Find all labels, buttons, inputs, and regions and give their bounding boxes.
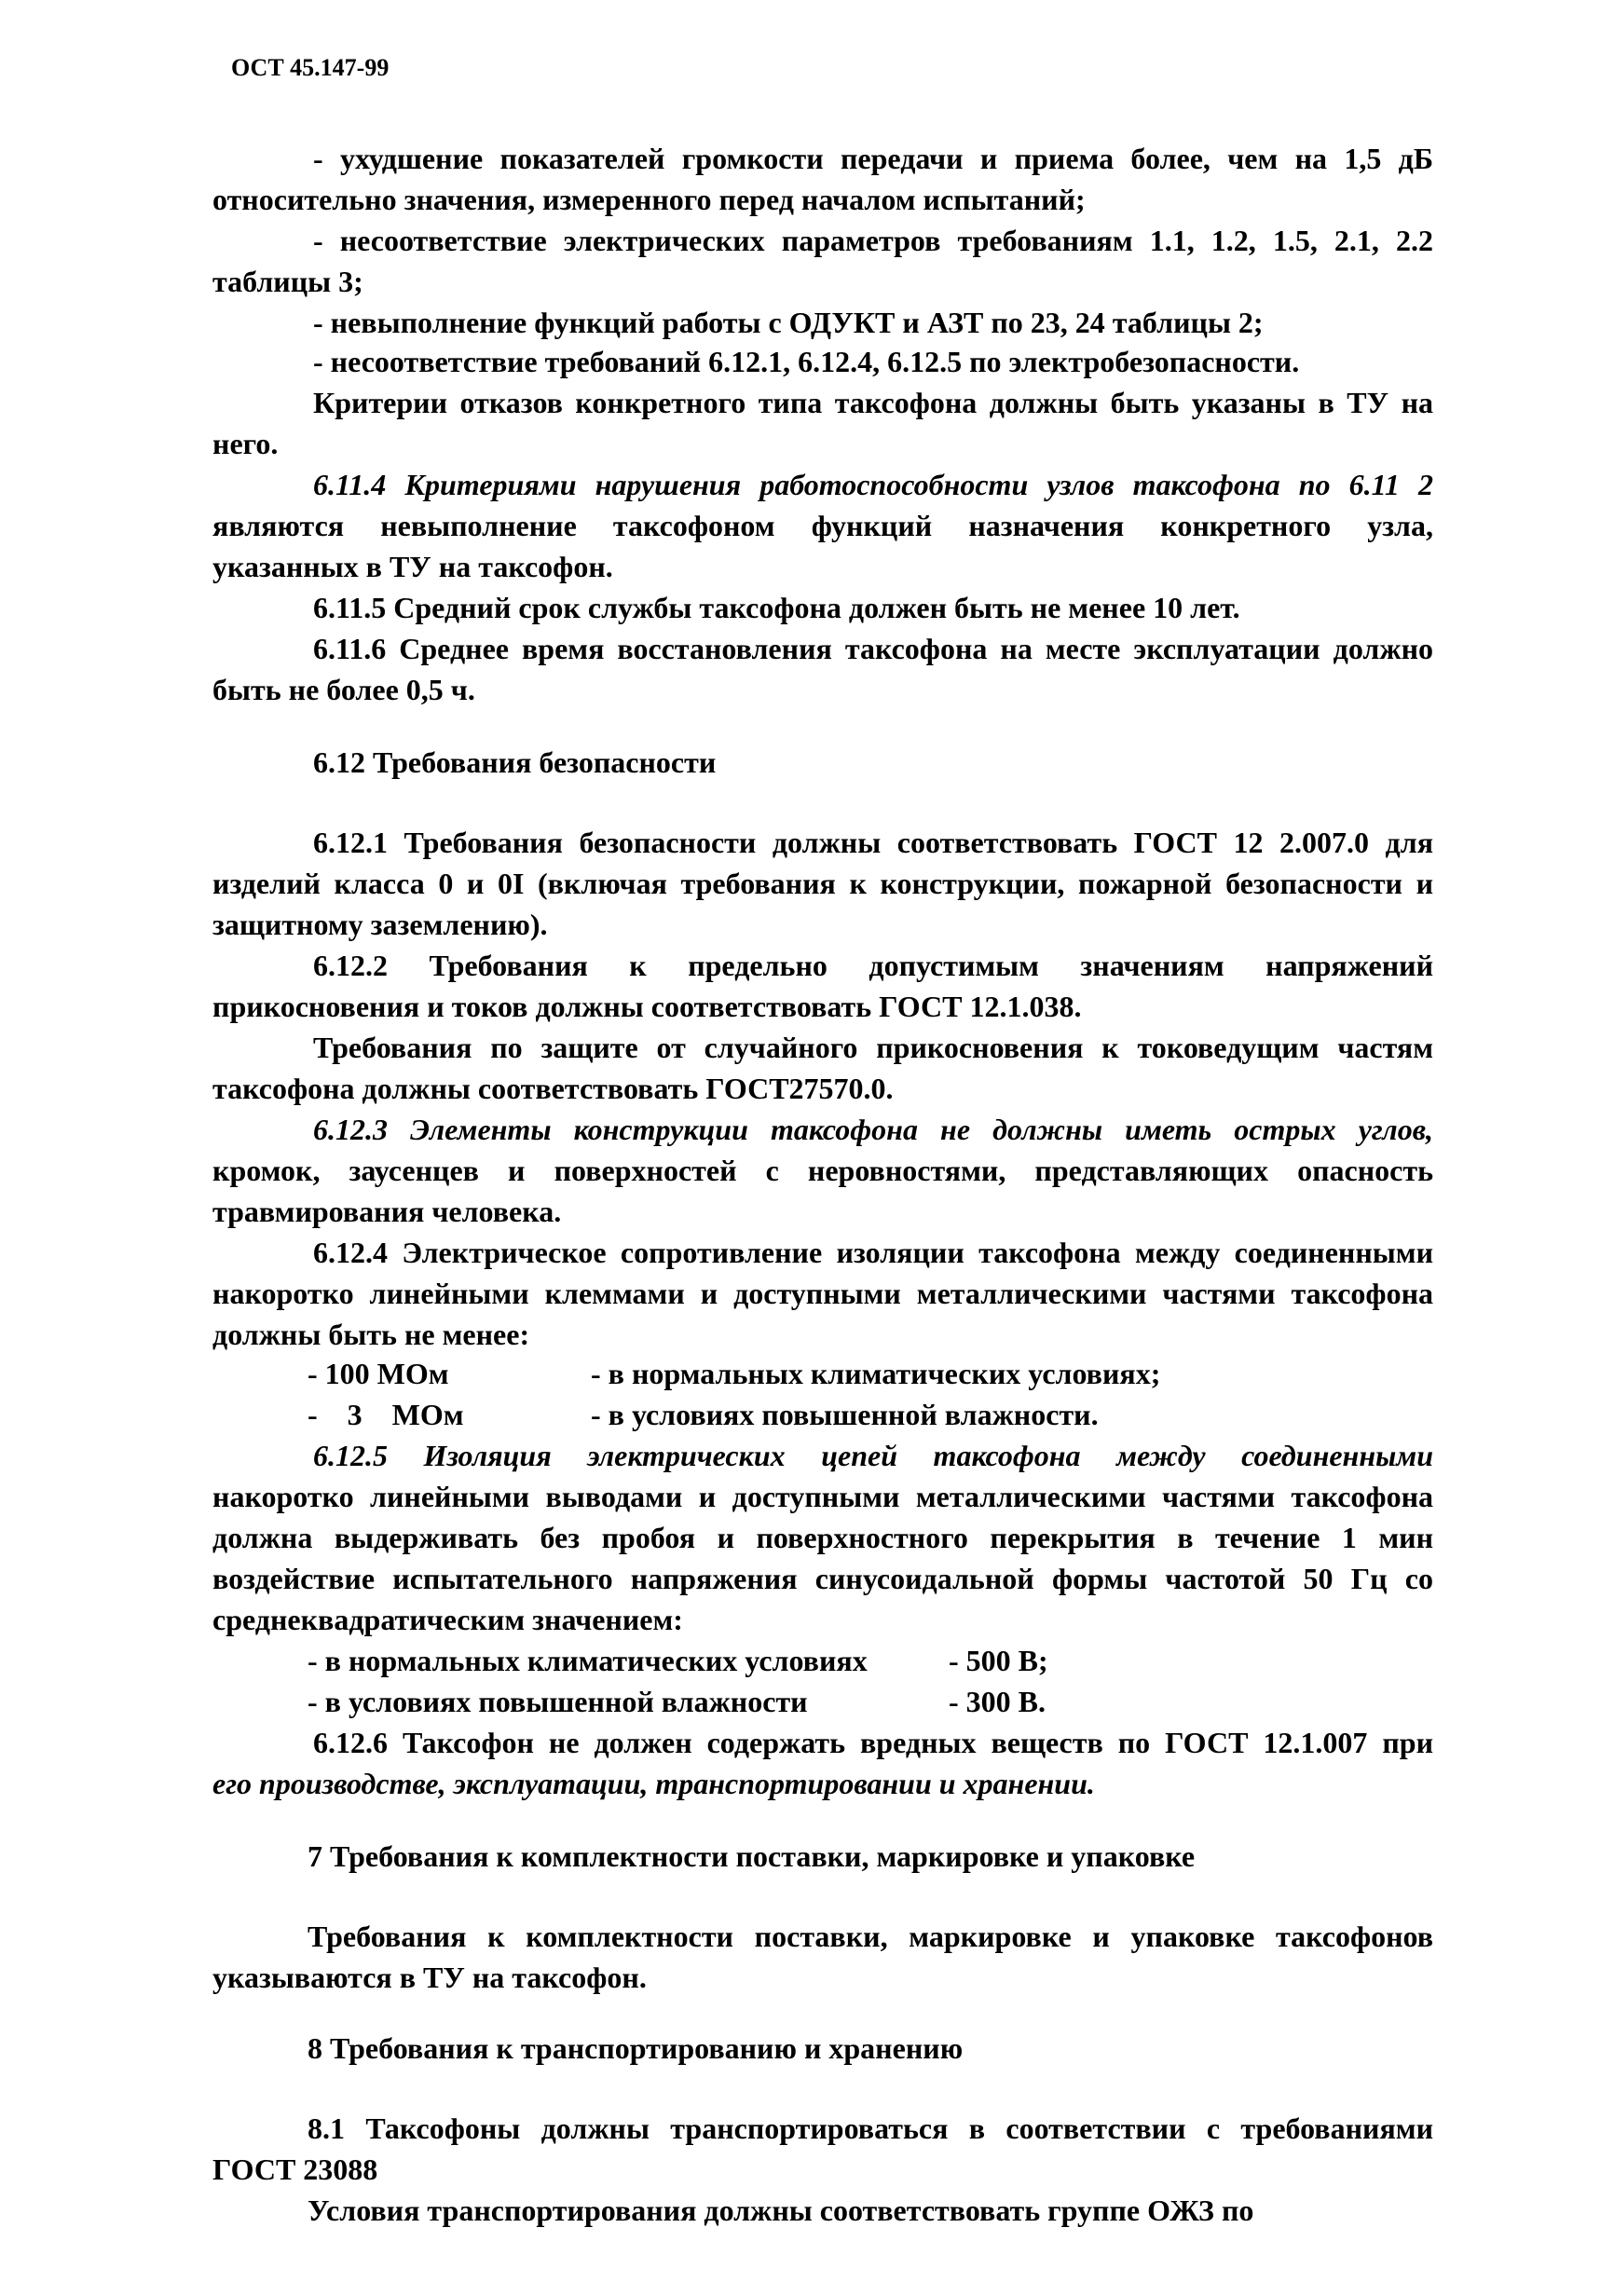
- paragraph-line: прикосновения и токов должны соответствовать ГОСТ 12.1.038.: [212, 990, 1082, 1023]
- list-item-continuation: относительно значения, измеренного перед началом испытаний;: [212, 183, 1086, 216]
- voltage-value: - 500 В;: [949, 1644, 1048, 1677]
- paragraph-line: таксофона должны соответствовать ГОСТ27570.0.: [212, 1072, 894, 1105]
- paragraph-line: указываются в ТУ на таксофон.: [212, 1961, 647, 1994]
- list-item-continuation: таблицы 3;: [212, 265, 363, 298]
- paragraph-line: должна выдерживать без пробоя и поверхностного перекрытия в течение 1 мин: [212, 1521, 1433, 1554]
- document-code-header: ОСТ 45.147-99: [231, 54, 390, 81]
- paragraph-line: кромок, заусенцев и поверхностей с неровностями, представляющих опасность: [212, 1154, 1433, 1187]
- paragraph-line: среднеквадратическим значением:: [212, 1603, 683, 1636]
- paragraph-line: изделий класса 0 и 0I (включая требования к конструкции, пожарной безопасности и: [212, 867, 1433, 900]
- paragraph-line: указанных в ТУ на таксофон.: [212, 550, 613, 583]
- paragraph-line: Критерии отказов конкретного типа таксофона должны быть указаны в ТУ на: [313, 386, 1433, 419]
- clause-6-12-4: 6.12.4 Электрическое сопротивление изоляции таксофона между соединенными: [313, 1236, 1433, 1269]
- clause-6-12-3: 6.12.3 Элементы конструкции таксофона не должны иметь острых углов,: [313, 1113, 1433, 1146]
- list-item: - несоответствие электрических параметров требованиям 1.1, 1.2, 1.5, 2.1, 2.2: [313, 224, 1433, 257]
- resistance-value: - 100 МОм: [308, 1357, 449, 1390]
- paragraph-line: Требования по защите от случайного прикосновения к токоведущим частям: [313, 1031, 1433, 1064]
- section-title-6-12: 6.12 Требования безопасности: [313, 745, 717, 779]
- clause-6-11-5: 6.11.5 Средний срок службы таксофона должен быть не менее 10 лет.: [313, 591, 1240, 624]
- paragraph-line: должны быть не менее:: [212, 1318, 530, 1351]
- paragraph-line: быть не более 0,5 ч.: [212, 673, 475, 706]
- paragraph-line: ГОСТ 23088: [212, 2152, 378, 2186]
- paragraph-line: накоротко линейными выводами и доступными металлическими частями таксофона: [212, 1480, 1433, 1513]
- resistance-condition: - в условиях повышенной влажности.: [591, 1398, 1099, 1431]
- list-item: - ухудшение показателей громкости передачи и приема более, чем на 1,5 дБ: [313, 142, 1433, 175]
- paragraph-line: защитному заземлению).: [212, 908, 548, 941]
- clause-6-11-6: 6.11.6 Среднее время восстановления таксофона на месте эксплуатации должно: [313, 632, 1433, 665]
- clause-6-12-1: 6.12.1 Требования безопасности должны соответствовать ГОСТ 12 2.007.0 для: [313, 826, 1433, 859]
- resistance-value: - 3 МОм: [308, 1398, 464, 1431]
- paragraph-line: него.: [212, 427, 279, 460]
- section-title-7: 7 Требования к комплектности поставки, маркировке и упаковке: [308, 1839, 1196, 1873]
- paragraph-line: травмирования человека.: [212, 1195, 562, 1228]
- section-title-8: 8 Требования к транспортированию и хранению: [308, 2031, 964, 2065]
- paragraph-line: накоротко линейными клеммами и доступными металлическими частями таксофона: [212, 1277, 1433, 1310]
- voltage-condition: - в нормальных климатических условиях: [308, 1644, 868, 1677]
- paragraph-line: являются невыполнение таксофоном функций назначения конкретного узла,: [212, 509, 1433, 542]
- voltage-condition: - в условиях повышенной влажности: [308, 1685, 808, 1718]
- list-item: - невыполнение функций работы с ОДУКТ и АЗТ по 23, 24 таблицы 2;: [313, 306, 1264, 339]
- clause-6-12-2: 6.12.2 Требования к предельно допустимым значениям напряжений: [313, 949, 1433, 982]
- clause-6-12-6: 6.12.6 Таксофон не должен содержать вредных веществ по ГОСТ 12.1.007 при: [313, 1726, 1433, 1759]
- clause-6-12-5: 6.12.5 Изоляция электрических цепей таксофона между соединенными: [313, 1439, 1433, 1472]
- paragraph-line: Требования к комплектности поставки, маркировке и упаковке таксофонов: [308, 1920, 1433, 1953]
- clause-6-11-4: 6.11.4 Критериями нарушения работоспособности узлов таксофона по 6.11 2: [313, 468, 1433, 501]
- list-item: - несоответствие требований 6.12.1, 6.12.4, 6.12.5 по электробезопасности.: [313, 345, 1300, 378]
- voltage-value: - 300 В.: [949, 1685, 1046, 1718]
- paragraph-line: воздействие испытательного напряжения синусоидальной формы частотой 50 Гц со: [212, 1562, 1433, 1595]
- paragraph-line: его производстве, эксплуатации, транспортировании и хранении.: [212, 1767, 1095, 1800]
- resistance-condition: - в нормальных климатических условиях;: [591, 1357, 1161, 1390]
- paragraph-line: Условия транспортирования должны соответствовать группе ОЖЗ по: [308, 2194, 1254, 2227]
- clause-8-1: 8.1 Таксофоны должны транспортироваться в соответствии с требованиями: [308, 2112, 1433, 2145]
